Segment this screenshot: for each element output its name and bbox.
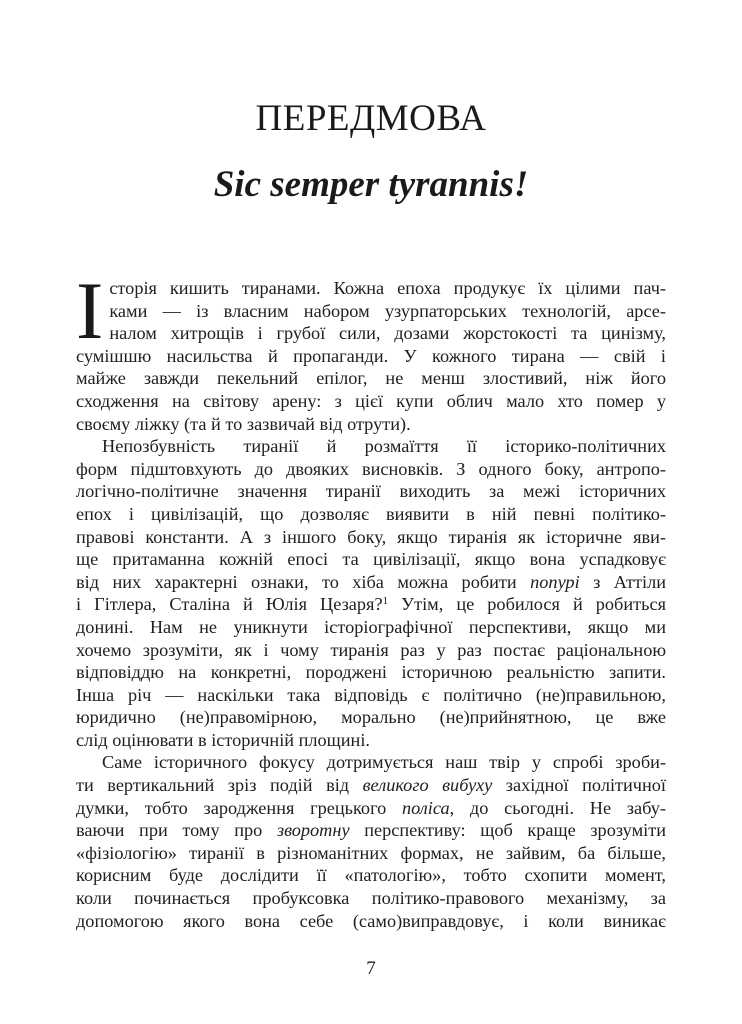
chapter-title: ПЕРЕДМОВА — [255, 98, 487, 139]
text-line: Інша річ — наскільки така відповідь є політично (не)правильною, — [76, 684, 666, 705]
paragraph-3 — [76, 751, 666, 932]
text-line: налом хитрощів і грубої сили, дозами жорстокості та цинізму, — [109, 323, 666, 344]
text-line: епох і цивілізацій, що дозволяє виявити в ній певні політико- — [76, 503, 666, 524]
drop-cap: І — [76, 265, 104, 356]
text-line — [76, 593, 666, 616]
text-segment: , до сьогодні. Не забу- — [449, 797, 666, 818]
text-line — [76, 819, 666, 842]
text-line: ще притаманна кожній епосі та цивілізації, якщо вона успадковує — [76, 549, 666, 570]
text-line: слід оцінювати в історичній площині. — [76, 729, 370, 750]
paragraph-2 — [76, 435, 666, 751]
text-segment: перспективу: щоб краще зрозуміти — [349, 820, 666, 841]
italic-term: поліса — [401, 797, 450, 818]
text-line: майже завжди пекельний епілог, не менш злостивий, ніж його — [76, 368, 666, 389]
text-segment: ти вертикальний зріз подій від — [76, 775, 350, 796]
text-line: ками — із власним набором узурпаторських технологій, арсе- — [109, 300, 666, 321]
text-line: донині. Нам не уникнути історіографічної перспективи, якщо ми — [76, 616, 666, 637]
italic-term: зворотну — [276, 820, 350, 841]
page-number: 7 — [366, 958, 376, 979]
text-line: коли починається пробуксовка політико-правового механізму, за — [76, 888, 666, 909]
text-line: Саме історичного фокусу дотримується наш твір у спробі зроби- — [102, 752, 666, 773]
italic-term: попурі — [530, 571, 580, 592]
text-segment: і Гітлера, Сталіна й Юлія Цезаря? — [76, 594, 383, 615]
text-line: Непозбувність тиранії й розмаїття її історико-політичних — [102, 436, 666, 457]
text-line: своєму ліжку (та й то зазвичай від отрути). — [76, 413, 411, 434]
text-line — [76, 774, 666, 797]
paragraph-1 — [76, 265, 666, 435]
text-line: допомогою якого вона себе (само)виправдовує, і коли виникає — [76, 910, 666, 931]
text-segment: з Аттіли — [579, 571, 666, 592]
text-segment: західної політичної — [492, 775, 666, 796]
text-line: відповіддю на конкретні, породжені історичною реальністю запити. — [76, 662, 666, 683]
italic-term: великого вибуху — [362, 775, 493, 796]
text-segment: думки, тобто зародження грецького — [76, 797, 387, 818]
epigraph: Sic semper tyrannis! — [213, 164, 529, 205]
text-line: «фізіологію» тиранії в різноманітних формах, не зайвим, ба більше, — [76, 842, 666, 863]
text-segment: від них характерні ознаки, то хіба можна робити — [76, 571, 517, 592]
text-line: правові константи. А з іншого боку, якщо тиранія як історичне яви- — [76, 526, 666, 547]
text-line: форм підштовхують до двояких висновків. З одного боку, антропо- — [76, 458, 666, 479]
text-line: юридично (не)правомірною, морально (не)прийнятною, це вже — [76, 707, 666, 728]
text-segment: ваючи при тому про — [76, 820, 263, 841]
text-line: сходження на світову арену: з цієї купи облич мало хто помер у — [76, 390, 666, 411]
text-line: хочемо зрозуміти, як і чому тиранія раз у раз постає раціональною — [76, 639, 666, 660]
text-line — [76, 571, 666, 594]
text-line: сумішшю насильства й пропаганди. У кожного тирана — свій і — [76, 345, 666, 366]
text-line: корисним буде дослідити її «патологію», тобто схопити момент, — [76, 865, 666, 886]
text-segment: Утім, це робилося й робиться — [388, 594, 666, 615]
text-line — [76, 797, 666, 820]
text-line: сторія кишить тиранами. Кожна епоха продукує їх цілими пач- — [109, 278, 666, 298]
footnote-reference[interactable]: 1 — [382, 595, 389, 608]
text-line: логічно-політичне значення тиранії виходить за межі історичних — [76, 481, 666, 502]
body-text — [76, 265, 666, 932]
